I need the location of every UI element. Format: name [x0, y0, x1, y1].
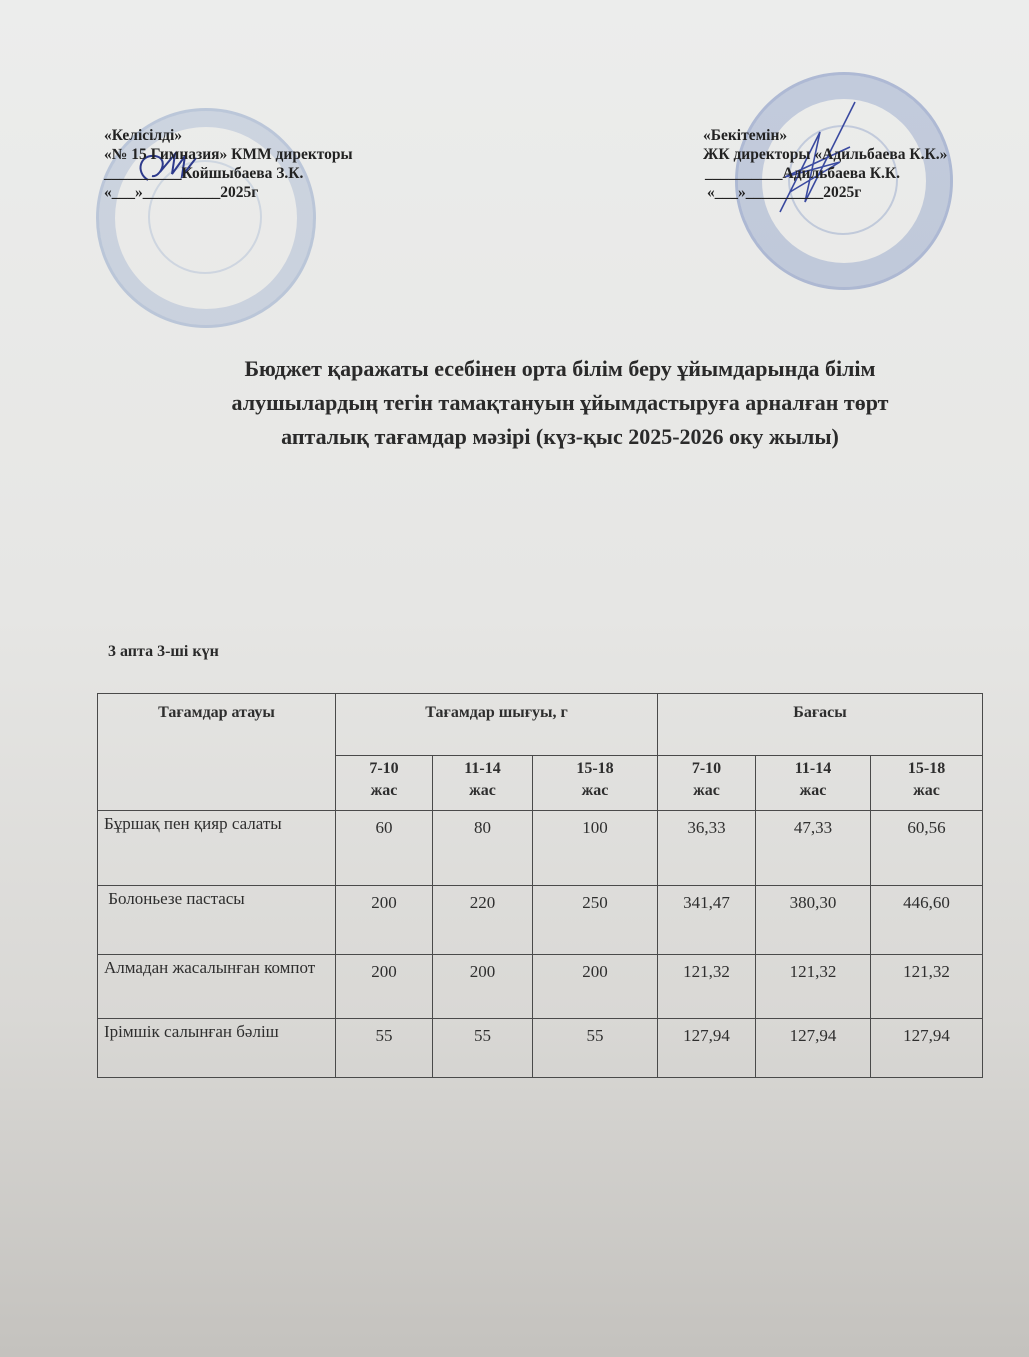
output-15-18: 100	[533, 811, 658, 886]
output-15-18: 55	[533, 1019, 658, 1078]
right-approval-block	[703, 126, 947, 202]
dish-name: Бұршақ пен қияр салаты	[98, 811, 336, 886]
age-unit: жас	[469, 782, 496, 799]
table-row	[98, 955, 983, 1019]
output-11-14: 80	[433, 811, 533, 886]
output-15-18: 250	[533, 886, 658, 955]
document-title	[120, 352, 1000, 454]
price-7-10: 121,32	[658, 955, 756, 1019]
header-output-age-11-14	[433, 756, 533, 811]
age-range: 7-10	[369, 760, 399, 777]
table-row	[98, 1019, 983, 1078]
header-output-age-7-10	[336, 756, 433, 811]
price-15-18: 60,56	[871, 811, 983, 886]
price-11-14: 127,94	[756, 1019, 871, 1078]
header-price-age-15-18	[871, 756, 983, 811]
output-11-14: 200	[433, 955, 533, 1019]
right-approval-org: ЖК директоры «Адильбаева К.К.»	[703, 146, 948, 163]
price-11-14: 380,30	[756, 886, 871, 955]
table-header-row-1	[98, 694, 983, 756]
output-7-10: 55	[336, 1019, 433, 1078]
age-unit: жас	[913, 782, 940, 799]
price-7-10: 36,33	[658, 811, 756, 886]
header-price-age-11-14	[756, 756, 871, 811]
right-approval-signature-line: __________Адильбаева К.К.	[705, 165, 900, 182]
right-approval-date: «___»__________2025г	[707, 184, 862, 201]
left-approval-heading: «Келісілді»	[104, 127, 183, 144]
age-unit: жас	[693, 782, 720, 799]
header-price-age-7-10	[658, 756, 756, 811]
dish-name: Ірімшік салынған бәліш	[98, 1019, 336, 1078]
price-15-18: 446,60	[871, 886, 983, 955]
header-dish-name: Тағамдар атауы	[98, 694, 336, 811]
right-approval-heading: «Бекітемін»	[703, 127, 788, 144]
age-range: 11-14	[794, 760, 832, 777]
age-range: 11-14	[464, 760, 501, 777]
price-7-10: 341,47	[658, 886, 756, 955]
price-7-10: 127,94	[658, 1019, 756, 1078]
left-approval-org: «№ 15 Гимназия» КММ директоры	[104, 146, 353, 163]
age-range: 15-18	[907, 760, 946, 777]
age-range: 7-10	[691, 760, 722, 777]
header-output-group: Тағамдар шығуы, г	[336, 694, 658, 756]
menu-table	[97, 693, 983, 1078]
dish-name: Болоньезе пастасы	[98, 886, 336, 955]
price-15-18: 121,32	[871, 955, 983, 1019]
output-7-10: 200	[336, 886, 433, 955]
header-price-group: Бағасы	[658, 694, 983, 756]
header-output-age-15-18	[533, 756, 658, 811]
output-11-14: 220	[433, 886, 533, 955]
table-row	[98, 886, 983, 955]
output-7-10: 60	[336, 811, 433, 886]
title-line-3: апталық тағамдар мәзірі (күз-қыс 2025-2026 оку жылы)	[281, 424, 839, 449]
output-15-18: 200	[533, 955, 658, 1019]
left-approval-date: «___»__________2025г	[104, 184, 259, 201]
left-approval-block	[104, 126, 353, 202]
title-line-2: алушылардың тегін тамақтануын ұйымдастыруға арналған төрт	[231, 390, 889, 415]
day-label: 3 апта 3-ші күн	[108, 643, 219, 660]
age-unit: жас	[799, 782, 827, 799]
output-7-10: 200	[336, 955, 433, 1019]
age-unit: жас	[370, 782, 398, 799]
left-approval-signature-line: __________Койшыбаева З.К.	[104, 165, 304, 182]
table-row	[98, 811, 983, 886]
age-unit: жас	[581, 782, 609, 799]
dish-name: Алмадан жасалынған компот	[98, 955, 336, 1019]
price-11-14: 47,33	[756, 811, 871, 886]
title-line-1: Бюджет қаражаты есебінен орта білім беру ұйымдарында білім	[244, 356, 876, 381]
output-11-14: 55	[433, 1019, 533, 1078]
age-range: 15-18	[576, 760, 614, 777]
price-15-18: 127,94	[871, 1019, 983, 1078]
price-11-14: 121,32	[756, 955, 871, 1019]
